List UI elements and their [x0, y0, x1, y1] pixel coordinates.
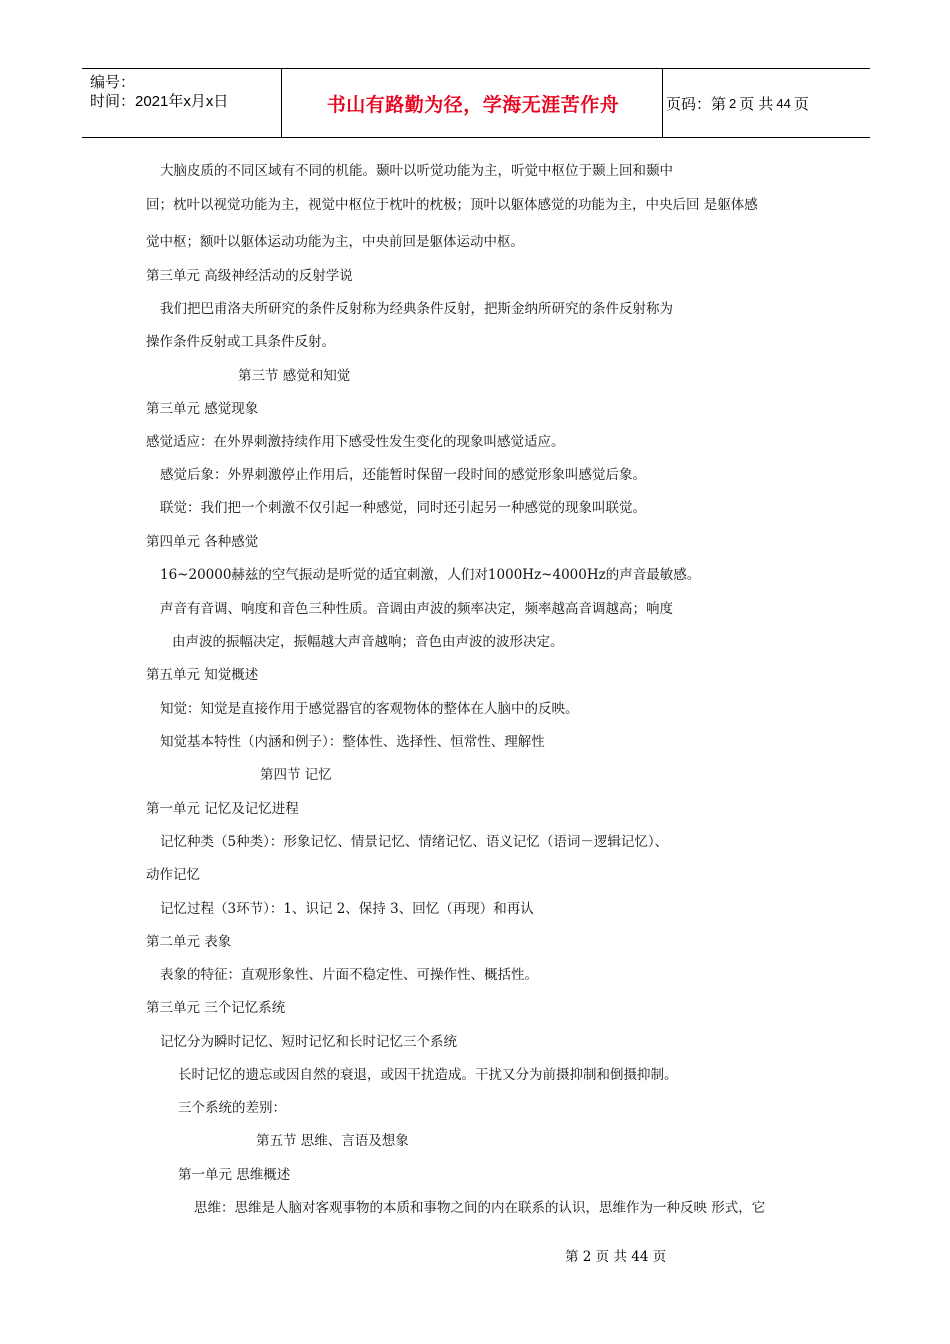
header-meta — [90, 73, 228, 111]
body-line: 动作记忆 — [146, 867, 200, 883]
body-line: 觉中枢；额叶以躯体运动功能为主，中央前回是躯体运动中枢。 — [146, 234, 524, 250]
section-heading: 第一单元 记忆及记忆进程 — [146, 801, 299, 817]
date-label: 时间：2021年x月x日 — [90, 93, 229, 110]
page-suffix: 页 — [793, 95, 809, 113]
page-number: 2 — [729, 95, 737, 111]
body-line: 三个系统的差别： — [178, 1100, 286, 1116]
page-header — [82, 68, 870, 138]
body-line: 知觉：知觉是直接作用于感觉器官的客观物体的整体在人脑中的反映。 — [160, 701, 579, 717]
chapter-heading: 第五节 思维、言语及想象 — [256, 1133, 409, 1149]
page-prefix: 页码：第 — [666, 95, 727, 113]
body-line: 记忆分为瞬时记忆、短时记忆和长时记忆三个系统 — [160, 1034, 457, 1050]
body-line: 回；枕叶以视觉功能为主，视觉中枢位于枕叶的枕极；顶叶以躯体感觉的功能为主，中央后回 是躯体感 — [146, 197, 758, 213]
header-divider — [662, 69, 663, 137]
body-line: 知觉基本特性（内涵和例子）：整体性、选择性、恒常性、理解性 — [160, 734, 545, 750]
section-heading: 第三单元 高级神经活动的反射学说 — [146, 268, 353, 284]
body-line: 操作条件反射或工具条件反射。 — [146, 334, 335, 350]
section-heading: 第二单元 表象 — [146, 934, 232, 950]
chapter-heading: 第三节 感觉和知觉 — [238, 368, 351, 384]
page-total: 44 — [776, 95, 791, 111]
section-heading: 第五单元 知觉概述 — [146, 667, 259, 683]
section-heading: 第四单元 各种感觉 — [146, 534, 259, 550]
body-line: 表象的特征：直观形象性、片面不稳定性、可操作性、概括性。 — [160, 967, 538, 983]
body-line: 感觉后象：外界刺激停止作用后，还能暂时保留一段时间的感觉形象叫感觉后象。 — [160, 467, 646, 483]
body-line: 思维：思维是人脑对客观事物的本质和事物之间的内在联系的认识，思维作为一种反映 形式，它 — [194, 1200, 766, 1216]
body-line: 由声波的振幅决定，振幅越大声音越响；音色由声波的波形决定。 — [172, 634, 564, 650]
section-heading: 第三单元 三个记忆系统 — [146, 1000, 286, 1016]
page-mid: 页 共 — [739, 95, 774, 113]
body-line: 联觉：我们把一个刺激不仅引起一种感觉，同时还引起另一种感觉的现象叫联觉。 — [160, 500, 646, 516]
page-indicator — [666, 69, 809, 137]
section-heading: 第三单元 感觉现象 — [146, 401, 259, 417]
body-line: 16~20000赫兹的空气振动是听觉的适宜刺激，人们对1000Hz~4000Hz的声音最敏感。 — [160, 567, 701, 583]
body-line: 大脑皮质的不同区域有不同的机能。颞叶以听觉功能为主，听觉中枢位于颞上回和颞中 — [160, 163, 673, 179]
page-footer: 第 2 页 共 44 页 — [565, 1249, 667, 1265]
header-divider — [281, 69, 282, 137]
body-line: 声音有音调、响度和音色三种性质。音调由声波的频率决定，频率越高音调越高；响度 — [160, 601, 673, 617]
serial-label: 编号： — [90, 74, 136, 91]
body-line: 长时记忆的遗忘或因自然的衰退，或因干扰造成。干扰又分为前摄抑制和倒摄抑制。 — [178, 1067, 678, 1083]
section-heading: 第一单元 思维概述 — [178, 1167, 291, 1183]
body-line: 记忆种类（5种类）：形象记忆、情景记忆、情绪记忆、语义记忆（语词－逻辑记忆）、 — [160, 834, 669, 850]
motto: 书山有路勤为径，学海无涯苦作舟 — [326, 93, 620, 116]
chapter-heading: 第四节 记忆 — [260, 767, 332, 783]
body-line: 记忆过程（3环节）：1、识记 2、保持 3、回忆（再现）和再认 — [160, 901, 534, 917]
body-line: 我们把巴甫洛夫所研究的条件反射称为经典条件反射，把斯金纳所研究的条件反射称为 — [160, 301, 673, 317]
body-line: 感觉适应：在外界刺激持续作用下感受性发生变化的现象叫感觉适应。 — [146, 434, 565, 450]
